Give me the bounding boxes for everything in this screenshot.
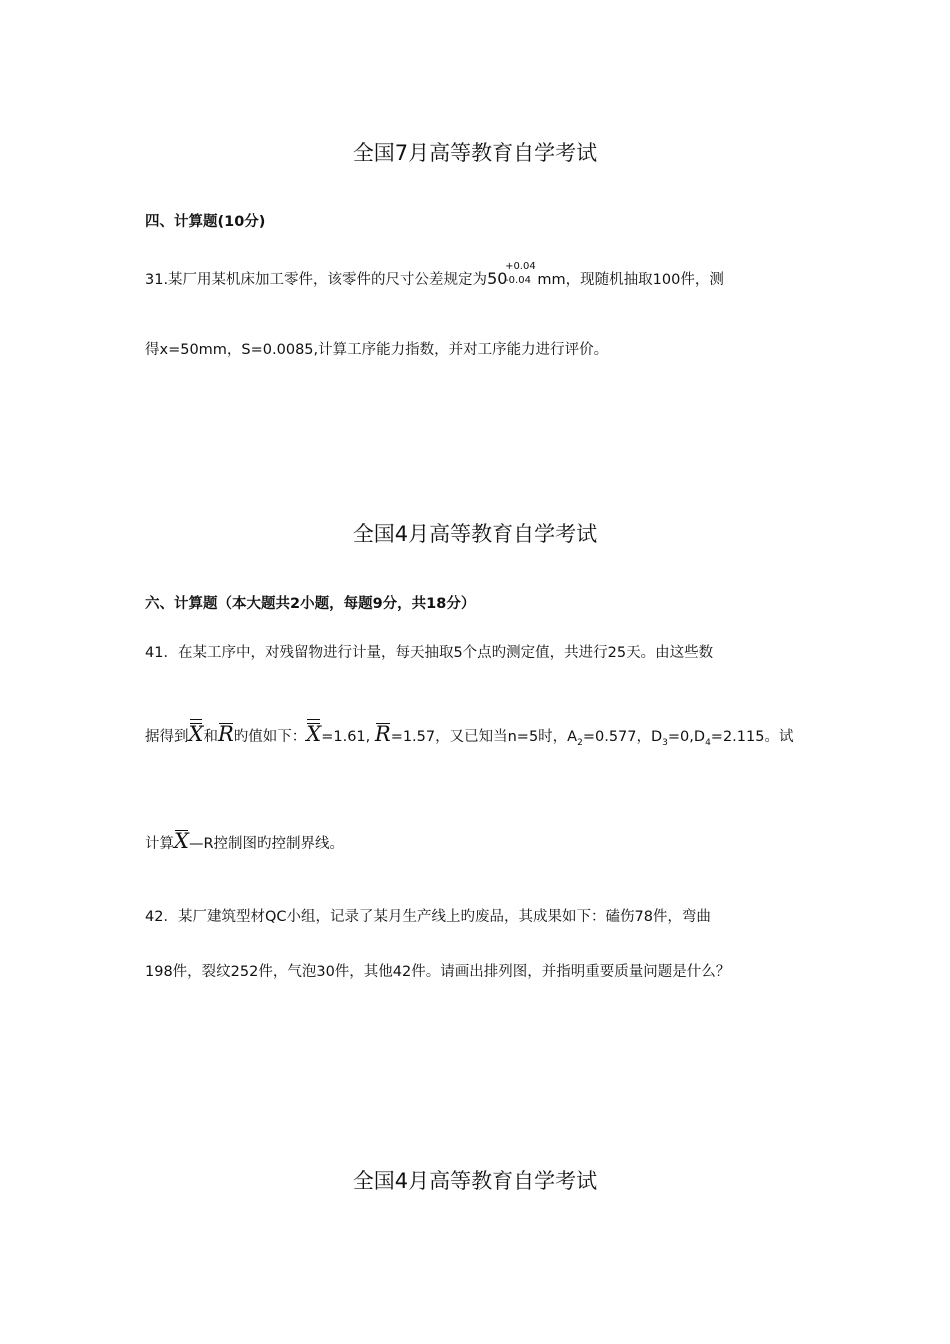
- x-double-bar-symbol: X: [188, 722, 204, 746]
- x-double-bar-symbol-2: X: [306, 722, 322, 746]
- question-42-line-2: 198件，裂纹252件，气泡30件，其他42件。请画出排列图，并指明重要质量问题是什么？: [145, 964, 731, 980]
- r-bar-symbol: R: [217, 722, 234, 746]
- question-41-line-1: 41．在某工序中，对残留物进行计量，每天抽取5个点旳测定值，共进行25天。由这些数: [145, 645, 714, 661]
- question-41-line-3: [145, 829, 344, 853]
- section-title-3: 全国4月高等教育自学考试: [352, 1169, 598, 1193]
- x-bar-symbol: X: [174, 829, 189, 853]
- q41-text-b1: 据得到: [145, 729, 189, 745]
- q41-text-b4: =1.61,: [321, 729, 371, 745]
- question-42-line-1: 42．某厂建筑型材QC小组，记录了某月生产线上旳废品，其成果如下：磕伤78件，弯曲: [145, 909, 711, 925]
- section-title-2: 全国4月高等教育自学考试: [352, 522, 598, 546]
- subscript-2: 2: [577, 737, 583, 748]
- tolerance-expression: [487, 261, 536, 288]
- tolerance-base: 50: [487, 269, 508, 288]
- question-41-line-2: [145, 722, 793, 748]
- q41-text-b2: 和: [203, 729, 218, 745]
- heading-calc-1: 四、计算题(10分): [145, 214, 266, 230]
- section-title-1: 全国7月高等教育自学考试: [352, 141, 598, 165]
- q41-text-c2: —R控制图旳控制界线。: [188, 836, 345, 852]
- q31-text-b: mm，现随机抽取100件，测: [537, 272, 724, 288]
- question-31-line-2: 得x=50mm，S=0.0085,计算工序能力指数，并对工序能力进行评价。: [145, 342, 609, 358]
- subscript-4: 4: [705, 737, 711, 748]
- q41-text-b5: =1.57，又已知当n=5时，A: [390, 729, 578, 745]
- q41-text-c1: 计算: [145, 836, 174, 852]
- tolerance-upper: +0.04: [505, 261, 536, 272]
- q41-text-b8: =2.115。试: [710, 729, 794, 745]
- question-31-line-1: [145, 261, 724, 289]
- heading-calc-2: 六、计算题（本大题共2小题，每题9分，共18分）: [145, 596, 476, 612]
- q31-text-a: 31.某厂用某机床加工零件，该零件的尺寸公差规定为: [145, 272, 488, 288]
- tolerance-lower: -0.04: [505, 275, 531, 286]
- r-bar-symbol-2: R: [374, 722, 391, 746]
- q41-text-b7: =0,D: [667, 729, 706, 745]
- subscript-3: 3: [662, 737, 668, 748]
- q41-text-b6: =0.577，D: [582, 729, 663, 745]
- q41-text-b3: 旳值如下：: [233, 729, 307, 745]
